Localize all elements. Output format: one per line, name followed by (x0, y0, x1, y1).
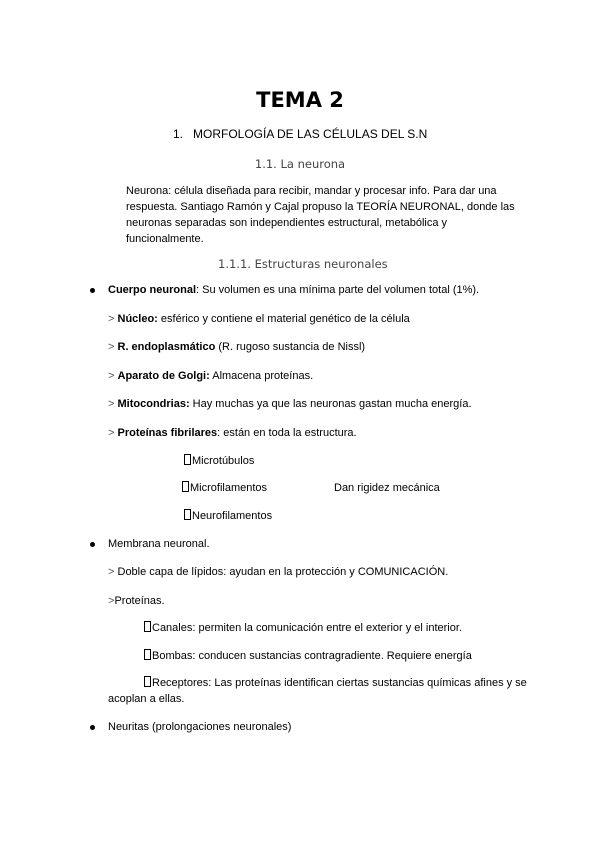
item-text: Doble capa de lípidos: ayudan en la protección y COMUNICACIÓN. (114, 566, 449, 578)
checkbox-icon (144, 649, 151, 660)
list-item-proteinas (108, 594, 165, 608)
checkbox-icon (184, 454, 191, 465)
proteina-item-canales (144, 621, 462, 635)
bullet-icon (90, 288, 95, 293)
checkbox-icon (144, 621, 151, 632)
list-item-mitocondrias (108, 397, 472, 411)
item-text: esférico y contiene el material genético de la célula (157, 313, 410, 325)
list-item-proteinas-fibrilares (108, 426, 357, 440)
arrow-icon: > (108, 398, 115, 410)
cuerpo-neuronal-item (108, 283, 479, 297)
bullet-icon (90, 725, 95, 730)
proteina-item-bombas (144, 649, 472, 663)
fibrilar-item-microfilamentos (182, 481, 267, 495)
fibrilar-label: Microtúbulos (192, 455, 255, 467)
subsection-heading: 1.1. La neurona (254, 157, 346, 171)
item-text: (R. rugoso sustancia de Nissl) (215, 341, 366, 353)
item-label: Aparato de Golgi: (117, 370, 210, 382)
item-text: Proteínas. (114, 595, 165, 607)
list-item-nucleo (108, 312, 410, 326)
item-label: Proteínas fibrilares (117, 427, 218, 439)
fibrilar-label: Microfilamentos (190, 482, 268, 494)
fibrilar-item-neurofilamentos (184, 509, 272, 523)
list-item-reticulo (108, 340, 365, 354)
checkbox-icon (184, 509, 191, 520)
list-item-lipidos (108, 565, 448, 579)
fibrilares-note: Dan rigidez mecánica (334, 482, 440, 494)
item-text: Almacena proteínas. (209, 370, 314, 382)
cuerpo-text: : Su volumen es una mínima parte del volumen total (1%). (196, 284, 480, 296)
section-heading (173, 126, 427, 142)
checkbox-icon (144, 676, 151, 687)
cuerpo-label: Cuerpo neuronal (108, 284, 197, 296)
neuritas-item: Neuritas (prolongaciones neuronales) (108, 721, 292, 733)
intro-paragraph: Neurona: célula diseñada para recibir, mandar y procesar info. Para dar una respuesta. Santiago Ramón y Cajal propuso la TEORÍA NEURONAL, donde las neuronas separadas son independientes estructural, metabólica y funcionalmente. (126, 185, 515, 245)
arrow-icon: > (108, 313, 115, 325)
page-title: TEMA 2 (256, 88, 344, 112)
item-label: R. endoplasmático (117, 341, 216, 353)
subsubsection-heading: 1.1.1. Estructuras neuronales (218, 257, 388, 271)
bullet-icon (90, 542, 95, 547)
item-text: : están en toda la estructura. (217, 427, 357, 439)
item-label: Núcleo: (117, 313, 158, 325)
arrow-icon: > (108, 370, 115, 382)
fibrilar-label: Neurofilamentos (192, 510, 273, 522)
proteina-text: Bombas: conducen sustancias contragradiente. Requiere energía (152, 650, 472, 662)
arrow-icon: > (108, 566, 115, 578)
membrana-neuronal-item: Membrana neuronal. (108, 538, 210, 550)
list-item-golgi (108, 369, 313, 383)
arrow-icon: > (108, 341, 115, 353)
item-label: Mitocondrias: (117, 398, 190, 410)
section-text: MORFOLOGÍA DE LAS CÉLULAS DEL S.N (193, 127, 428, 141)
fibrilar-item-microtubulos (184, 454, 254, 468)
item-text: Hay muchas ya que las neuronas gastan mucha energía. (189, 398, 472, 410)
proteina-text: Receptores: Las proteínas identifican ciertas sustancias químicas afines y se acoplan a ellas. (108, 677, 527, 705)
checkbox-icon (182, 481, 189, 492)
section-number: 1. (173, 127, 184, 141)
arrow-icon: > (108, 595, 115, 607)
proteina-text: Canales: permiten la comunicación entre el exterior y el interior. (152, 622, 462, 634)
proteina-item-receptores (108, 675, 528, 707)
arrow-icon: > (108, 427, 115, 439)
